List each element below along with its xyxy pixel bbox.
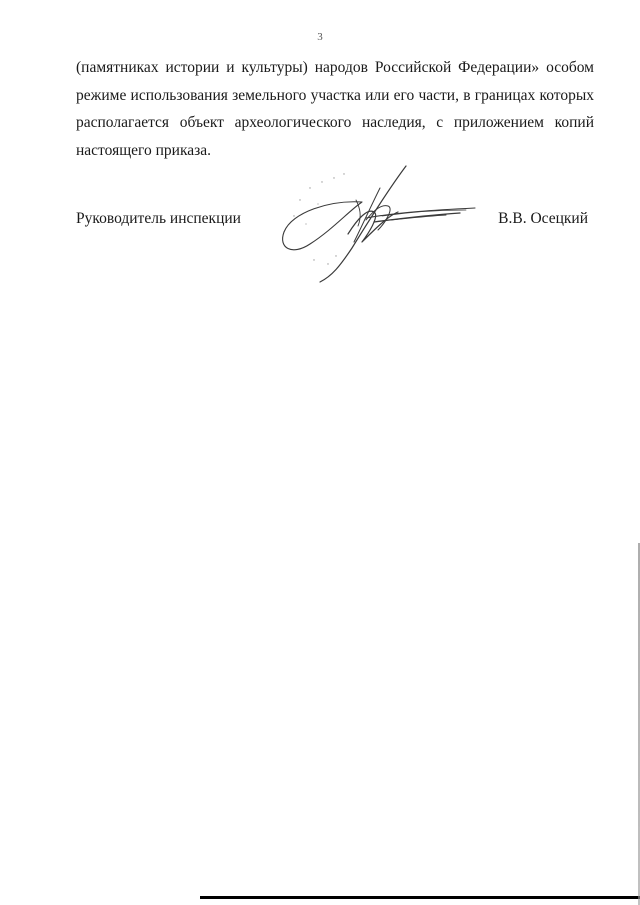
signatory-name: В.В. Осецкий bbox=[498, 210, 588, 227]
body-line: настоящего приказа. bbox=[76, 141, 212, 159]
signatory-title: Руководитель инспекции bbox=[76, 210, 241, 227]
page-number: 3 bbox=[317, 31, 323, 43]
body-line: режиме использования земельного участка или его части, в границах которых bbox=[76, 86, 594, 104]
handwritten-signature bbox=[270, 160, 485, 285]
body-line: (памятниках истории и культуры) народов Российской Федерации» особом bbox=[76, 59, 594, 76]
scan-bottom-edge bbox=[200, 896, 640, 899]
body-paragraph bbox=[76, 54, 594, 164]
body-line: располагается объект археологического наследия, с приложением копий bbox=[76, 114, 594, 131]
